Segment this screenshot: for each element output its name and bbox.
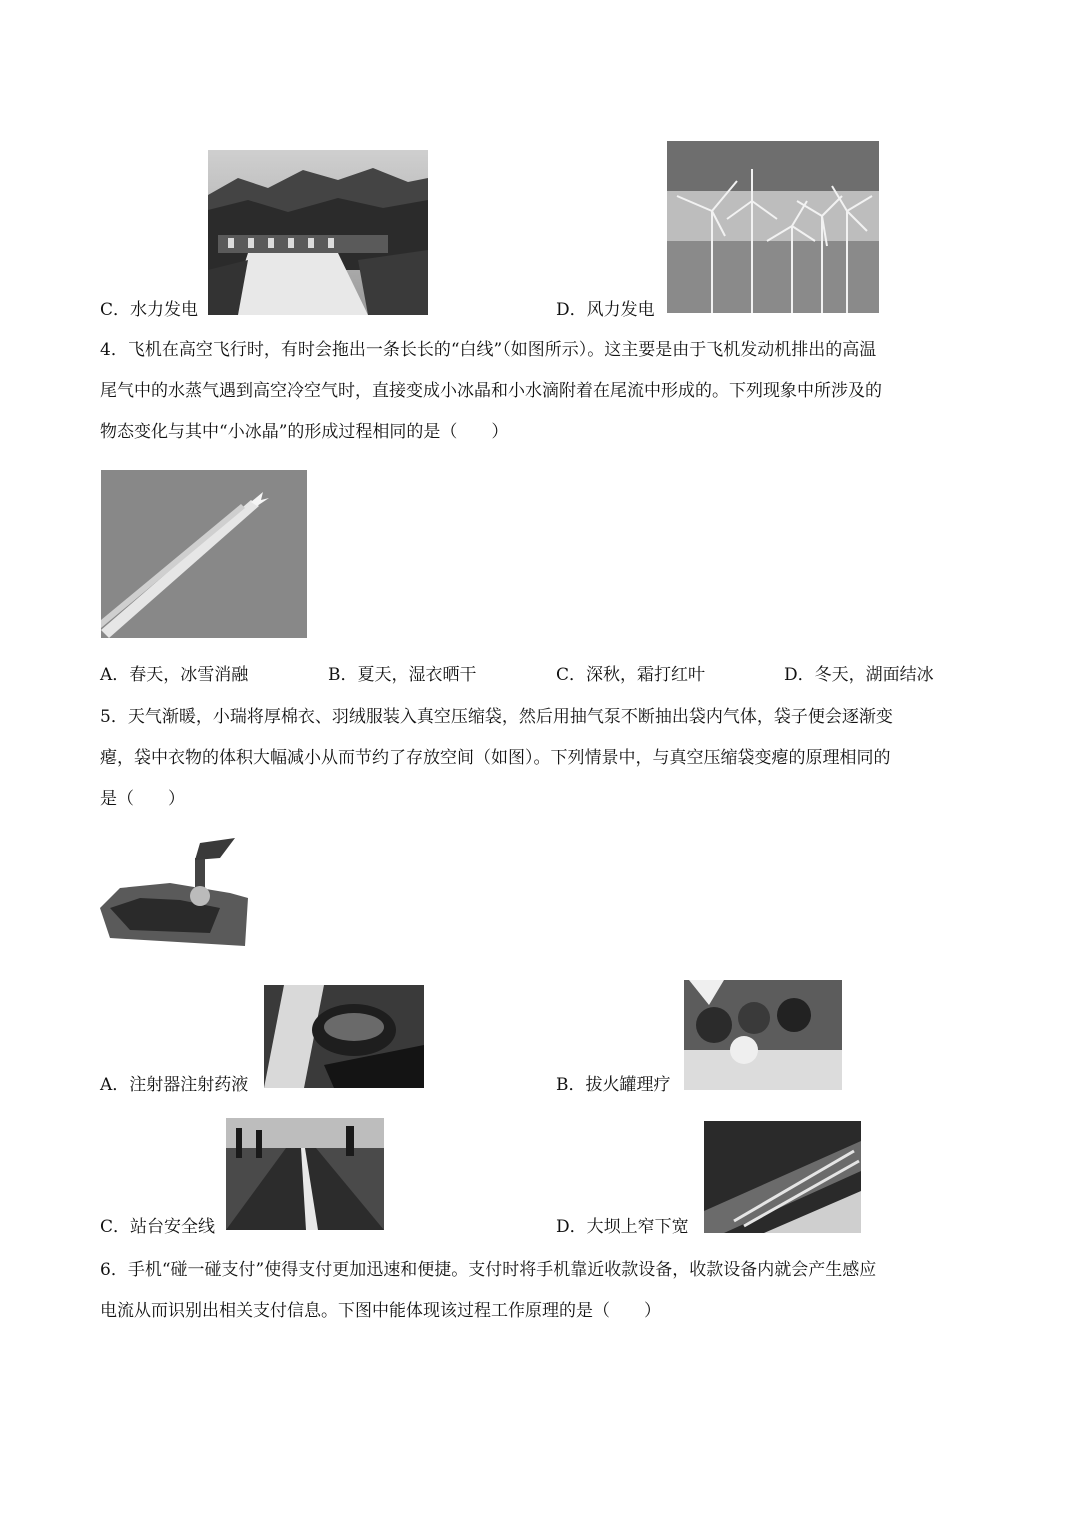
q3-option-d: D．风力发电	[556, 300, 655, 320]
q5-line-2: 瘪，袋中衣物的体积大幅减小从而节约了存放空间（如图）。下列情景中，与真空压缩袋变瘪的原理相同的	[100, 748, 891, 768]
q4-line-3: 物态变化与其中“小冰晶”的形成过程相同的是（ ）	[100, 422, 509, 442]
q5-option-c: C．站台安全线	[100, 1217, 216, 1237]
q5-option-b: B．拔火罐理疗	[556, 1075, 671, 1095]
cupping-photo	[684, 980, 842, 1090]
q5-line-1: 5．天气渐暖，小瑞将厚棉衣、羽绒服装入真空压缩袋，然后用抽气泵不断抽出袋内气体，袋子便会逐渐变	[100, 707, 893, 727]
q4-option-a: A．春天，冰雪消融	[100, 665, 249, 685]
question-6-text	[100, 1250, 985, 1332]
platform-safety-line-photo	[226, 1118, 384, 1230]
question-5-text	[100, 697, 985, 820]
q4-option-c: C．深秋，霜打红叶	[556, 665, 706, 685]
q5-option-d: D．大坝上窄下宽	[556, 1217, 689, 1237]
syringe-photo	[264, 985, 424, 1088]
vacuum-bag-photo	[100, 838, 248, 950]
q4-option-b: B．夏天，湿衣晒干	[328, 665, 477, 685]
q6-line-2: 电流从而识别出相关支付信息。下图中能体现该过程工作原理的是（ ）	[100, 1301, 661, 1321]
q5-line-3: 是（ ）	[100, 789, 185, 809]
q6-line-1: 6．手机“碰一碰支付”使得支付更加迅速和便捷。支付时将手机靠近收款设备，收款设备内就会产生感应	[100, 1260, 877, 1280]
question-4-text	[100, 330, 985, 453]
dam-photo	[704, 1121, 861, 1233]
q4-line-1: 4．飞机在高空飞行时，有时会拖出一条长长的“白线”（如图所示）。这主要是由于飞机发动机排出的高温	[100, 340, 877, 360]
hydropower-photo	[208, 150, 428, 315]
q3-option-c: C．水力发电	[100, 300, 199, 320]
q4-line-2: 尾气中的水蒸气遇到高空冷空气时，直接变成小冰晶和小水滴附着在尾流中形成的。下列现象中所涉及的	[100, 381, 882, 401]
contrail-photo	[101, 470, 307, 638]
wind-power-photo	[667, 141, 879, 313]
q5-option-a: A．注射器注射药液	[100, 1075, 249, 1095]
q4-option-d: D．冬天，湖面结冰	[784, 665, 934, 685]
